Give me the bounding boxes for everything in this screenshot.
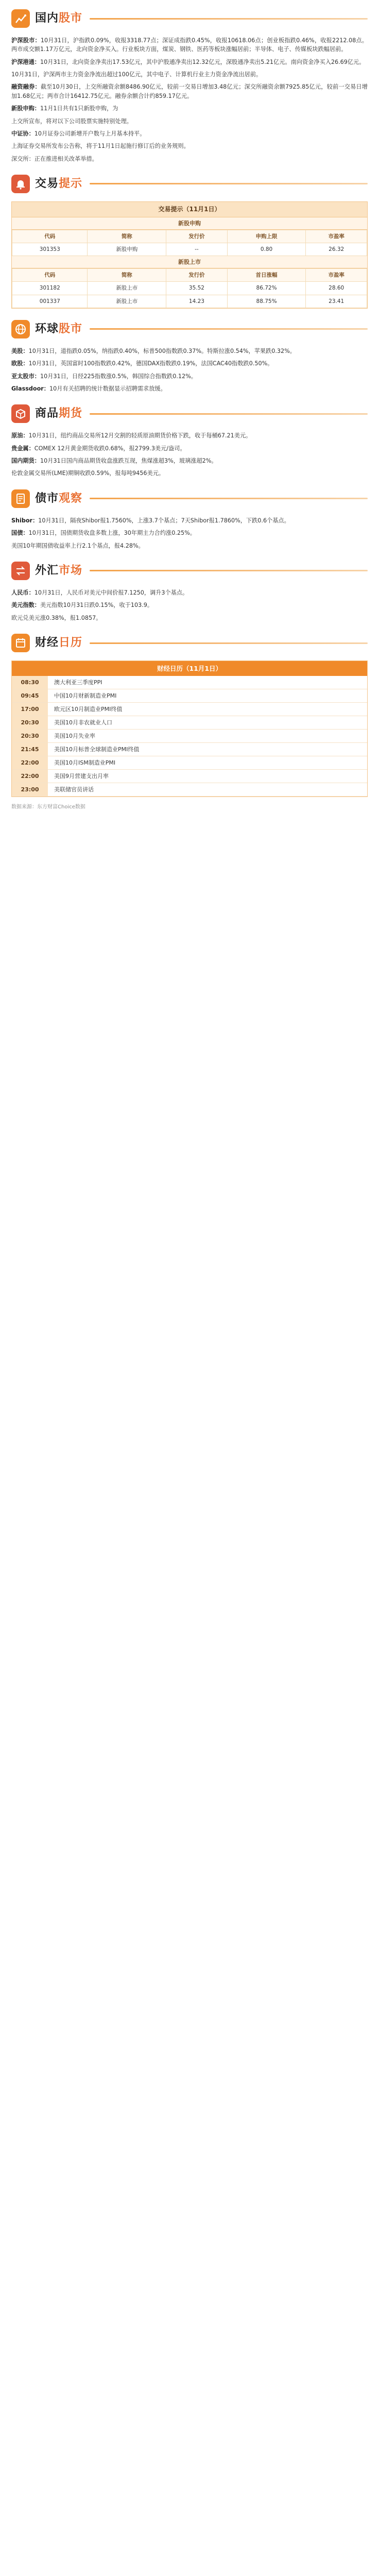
paragraph-text: 10月31日，沪深两市主力资金净流出超过100亿元，其中电子、计算机行业主力资金净流出居前。 bbox=[11, 71, 262, 78]
column-header: 发行价 bbox=[166, 230, 228, 243]
paragraph bbox=[11, 82, 368, 100]
section-title: 交易提示 bbox=[35, 177, 83, 190]
column-header: 简称 bbox=[88, 230, 166, 243]
section-header-global bbox=[11, 318, 368, 341]
paragraph-text: 10月31日，日经225指数涨0.5%，韩国综合指数跌0.12%。 bbox=[40, 372, 197, 380]
paragraph-text: 欧元兑美元涨0.38%，报1.0857。 bbox=[11, 614, 102, 621]
table-row bbox=[12, 243, 367, 256]
column-header: 市盈率 bbox=[306, 269, 367, 282]
section-header-fx bbox=[11, 560, 368, 582]
table-cell: 301182 bbox=[12, 282, 88, 295]
calendar-row bbox=[12, 783, 367, 796]
trade-table-title: 交易提示（11月1日） bbox=[12, 202, 367, 217]
calendar-time: 21:45 bbox=[12, 743, 48, 756]
paragraph bbox=[11, 431, 368, 440]
trade-table-sub1: 新股申购 bbox=[12, 217, 367, 230]
calendar-time: 08:30 bbox=[12, 676, 48, 689]
paragraph bbox=[11, 601, 368, 609]
paragraph-text: 10月31日，道指跌0.05%，纳指跌0.40%，标普500指数跌0.37%。特斯拉涨0.54%，苹果跌0.32%。 bbox=[28, 347, 296, 354]
paragraph bbox=[11, 129, 368, 138]
section-title: 商品期货 bbox=[35, 407, 83, 420]
section-title: 国内股市 bbox=[35, 11, 83, 25]
paragraph-text: COMEX 12月黄金期货收跌0.68%，报2799.3美元/盎司。 bbox=[34, 445, 186, 452]
paragraph bbox=[11, 384, 368, 393]
document-icon bbox=[11, 489, 30, 508]
column-header: 首日涨幅 bbox=[227, 269, 306, 282]
section-title: 财经日历 bbox=[35, 636, 83, 649]
column-header: 申购上限 bbox=[227, 230, 306, 243]
trade-table-sub2: 新股上市 bbox=[12, 256, 367, 268]
paragraph bbox=[11, 588, 368, 597]
globe-icon bbox=[11, 320, 30, 338]
exchange-icon bbox=[11, 562, 30, 580]
paragraph-text: 10月31日，人民币对美元中间价报7.1250，调升3个基点。 bbox=[34, 589, 188, 596]
paragraph-lead: 沪深港通： bbox=[11, 58, 40, 65]
paragraph-text: 10月有关招聘的统计数据显示招聘需求放缓。 bbox=[49, 385, 166, 393]
paragraph-text: 10月31日，英国富时100指数跌0.42%，德国DAX指数跌0.19%，法国CAC40指数跌0.50%。 bbox=[28, 360, 273, 367]
column-header: 代码 bbox=[12, 269, 88, 282]
paragraph-text: 深交所：正在推进相关改革举措。 bbox=[11, 155, 98, 162]
table-cell: 001337 bbox=[12, 295, 88, 308]
paragraph-lead: 中证协： bbox=[11, 130, 35, 137]
paragraph-lead: 美股： bbox=[11, 347, 29, 354]
paragraph bbox=[11, 529, 368, 537]
paragraph bbox=[11, 36, 368, 54]
table-row bbox=[12, 295, 367, 308]
paragraph-lead: 美元指数： bbox=[11, 602, 40, 609]
section-divider bbox=[90, 328, 368, 330]
paragraph bbox=[11, 359, 368, 368]
table-cell: 86.72% bbox=[227, 282, 306, 295]
commodity-paragraphs bbox=[11, 431, 368, 478]
paragraph bbox=[11, 469, 368, 478]
section-header-domestic bbox=[11, 7, 368, 30]
calendar-row bbox=[12, 770, 367, 783]
calendar-icon bbox=[11, 634, 30, 652]
ipo-listing-table bbox=[12, 268, 367, 308]
calendar-row bbox=[12, 676, 367, 689]
footer-source: 数据来源：东方财富Choice数据 bbox=[11, 804, 85, 810]
calendar-time: 22:00 bbox=[12, 756, 48, 769]
calendar-row bbox=[12, 716, 367, 730]
calendar-event: 美国9月营建支出月率 bbox=[54, 773, 109, 780]
paragraph-text: 10月31日，纽约商品交易所12月交割的轻质原油期货价格下跌，收于每桶67.21美元。 bbox=[28, 432, 252, 439]
section-divider bbox=[90, 183, 368, 184]
section-divider bbox=[90, 570, 368, 571]
calendar-time: 09:45 bbox=[12, 689, 48, 702]
page bbox=[0, 7, 379, 824]
calendar-time: 20:30 bbox=[12, 716, 48, 729]
paragraph bbox=[11, 614, 368, 622]
paragraph-lead: 人民币： bbox=[11, 589, 35, 596]
calendar-row bbox=[12, 730, 367, 743]
section-divider bbox=[90, 413, 368, 415]
domestic-paragraphs bbox=[11, 36, 368, 163]
calendar-event: 美国10月ISM制造业PMI bbox=[54, 759, 116, 767]
calendar-title: 财经日历（11月1日） bbox=[12, 661, 367, 676]
table-cell: 88.75% bbox=[227, 295, 306, 308]
paragraph bbox=[11, 516, 368, 525]
section-header-calendar bbox=[11, 632, 368, 654]
box-icon bbox=[11, 404, 30, 423]
paragraph bbox=[11, 142, 368, 150]
paragraph-lead: 融资融券： bbox=[11, 83, 41, 91]
paragraph bbox=[11, 456, 368, 465]
column-header: 代码 bbox=[12, 230, 88, 243]
paragraph bbox=[11, 155, 368, 163]
paragraph-lead: 原油： bbox=[11, 432, 29, 439]
paragraph-lead: 欧股： bbox=[11, 360, 29, 367]
paragraph-text: 10月31日，隔夜Shibor报1.7560%，上涨3.7个基点；7天Shibor报1.7860%，下跌0.6个基点。 bbox=[38, 517, 290, 524]
calendar-time: 20:30 bbox=[12, 730, 48, 742]
paragraph-text: 截至10月30日，上交所融资余额8486.90亿元，较前一交易日增加3.48亿元；深交所融资余额7925.85亿元，较前一交易日增加1.68亿元；两市合计16412.75亿元。融券余额合计约859.17亿元。 bbox=[11, 83, 368, 99]
paragraph-text: 10月31日，北向资金净卖出17.53亿元，其中沪股通净卖出12.32亿元，深股通净卖出5.21亿元。南向资金净买入26.69亿元。 bbox=[40, 58, 365, 65]
table-cell: 23.41 bbox=[306, 295, 367, 308]
calendar-event: 欧元区10月制造业PMI终值 bbox=[54, 706, 123, 713]
table-row bbox=[12, 282, 367, 295]
calendar-event: 澳大利亚三季度PPI bbox=[54, 679, 102, 686]
calendar-table bbox=[11, 660, 368, 797]
section-title: 环球股市 bbox=[35, 322, 83, 335]
table-cell: 35.52 bbox=[166, 282, 228, 295]
calendar-row bbox=[12, 703, 367, 716]
paragraph bbox=[11, 70, 368, 79]
paragraph-text: 10月证券公司新增开户数与上月基本持平。 bbox=[34, 130, 146, 137]
ipo-subscribe-table bbox=[12, 230, 367, 257]
table-cell: 26.32 bbox=[306, 243, 367, 256]
table-cell: 新股上市 bbox=[88, 295, 166, 308]
paragraph-text: 11月1日共有1只新股申购，为 bbox=[40, 105, 118, 112]
stock-chart-icon bbox=[11, 9, 30, 28]
column-header: 简称 bbox=[88, 269, 166, 282]
paragraph-text: 美国10年期国债收益率上行2.1个基点，报4.28%。 bbox=[11, 542, 144, 549]
paragraph-lead: 贵金属： bbox=[11, 445, 35, 452]
calendar-event: 美国10月标普全球制造业PMI终值 bbox=[54, 746, 140, 753]
paragraph-lead: 国债： bbox=[11, 530, 29, 537]
bond-paragraphs bbox=[11, 516, 368, 550]
section-header-bond bbox=[11, 487, 368, 510]
calendar-time: 22:00 bbox=[12, 770, 48, 783]
paragraph-text: 10月31日国内商品期货收盘涨跌互现，焦煤涨超3%，玻璃涨超2%。 bbox=[40, 457, 217, 465]
calendar-row bbox=[12, 689, 367, 703]
section-divider bbox=[90, 642, 368, 644]
section-title: 外汇市场 bbox=[35, 564, 83, 577]
paragraph-text: 伦敦金属交易所(LME)期铜收跌0.59%，报每吨9456美元。 bbox=[11, 470, 165, 477]
global-paragraphs bbox=[11, 347, 368, 393]
calendar-rows bbox=[12, 676, 367, 796]
paragraph-text: 10月31日，国债期货收盘多数上涨，30年期主力合约涨0.25%。 bbox=[28, 530, 196, 537]
fx-paragraphs bbox=[11, 588, 368, 622]
table-cell: 新股上市 bbox=[88, 282, 166, 295]
paragraph-lead: 亚太股市： bbox=[11, 372, 40, 380]
calendar-event: 中国10月财新制造业PMI bbox=[54, 692, 117, 700]
trade-table bbox=[11, 201, 368, 309]
calendar-row bbox=[12, 756, 367, 770]
paragraph-text: 美元指数10月31日跌0.15%，收于103.9。 bbox=[40, 602, 153, 609]
paragraph bbox=[11, 372, 368, 381]
paragraph-lead: 新股申购： bbox=[11, 105, 40, 112]
table-cell: 301353 bbox=[12, 243, 88, 256]
section-title: 债市观察 bbox=[35, 492, 83, 505]
bell-icon bbox=[11, 175, 30, 193]
table-cell: -- bbox=[166, 243, 228, 256]
paragraph bbox=[11, 117, 368, 126]
paragraph-text: 上海证券交易所发布公告称，将于11月1日起施行修订后的业务规则。 bbox=[11, 143, 190, 150]
column-header: 发行价 bbox=[166, 269, 228, 282]
table-cell: 14.23 bbox=[166, 295, 228, 308]
paragraph-lead: 国内期货： bbox=[11, 457, 40, 465]
section-divider bbox=[90, 498, 368, 499]
table-cell: 28.60 bbox=[306, 282, 367, 295]
calendar-time: 17:00 bbox=[12, 703, 48, 716]
section-header-commodity bbox=[11, 402, 368, 425]
paragraph-text: 10月31日，沪指跌0.09%，收报3318.77点；深证成指跌0.45%，收报10618.06点；创业板指跌0.46%，收报2212.08点。两市成交额1.17万亿元，北向资金净买入。行业板块方面，煤炭、钢铁、医药等板块涨幅居前；半导体、电子、传媒板块跌幅居前。 bbox=[11, 37, 368, 53]
paragraph-lead: Shibor： bbox=[11, 517, 39, 524]
calendar-event: 美国10月非农就业人口 bbox=[54, 719, 112, 726]
paragraph bbox=[11, 541, 368, 550]
table-cell: 0.80 bbox=[227, 243, 306, 256]
calendar-event: 美联储官员讲话 bbox=[54, 786, 94, 793]
paragraph bbox=[11, 347, 368, 355]
paragraph bbox=[11, 58, 368, 66]
calendar-time: 23:00 bbox=[12, 783, 48, 796]
paragraph bbox=[11, 444, 368, 453]
paragraph-lead: 沪深股市： bbox=[11, 37, 41, 44]
paragraph bbox=[11, 104, 368, 113]
paragraph-lead: Glassdoor： bbox=[11, 385, 49, 393]
calendar-event: 美国10月失业率 bbox=[54, 733, 95, 740]
calendar-row bbox=[12, 743, 367, 756]
column-header: 市盈率 bbox=[306, 230, 367, 243]
section-header-trade bbox=[11, 173, 368, 195]
table-cell: 新股申购 bbox=[88, 243, 166, 256]
section-divider bbox=[90, 18, 368, 20]
paragraph-text: 上交所宣布，将对以下公司股票实施特别处理。 bbox=[11, 117, 132, 125]
